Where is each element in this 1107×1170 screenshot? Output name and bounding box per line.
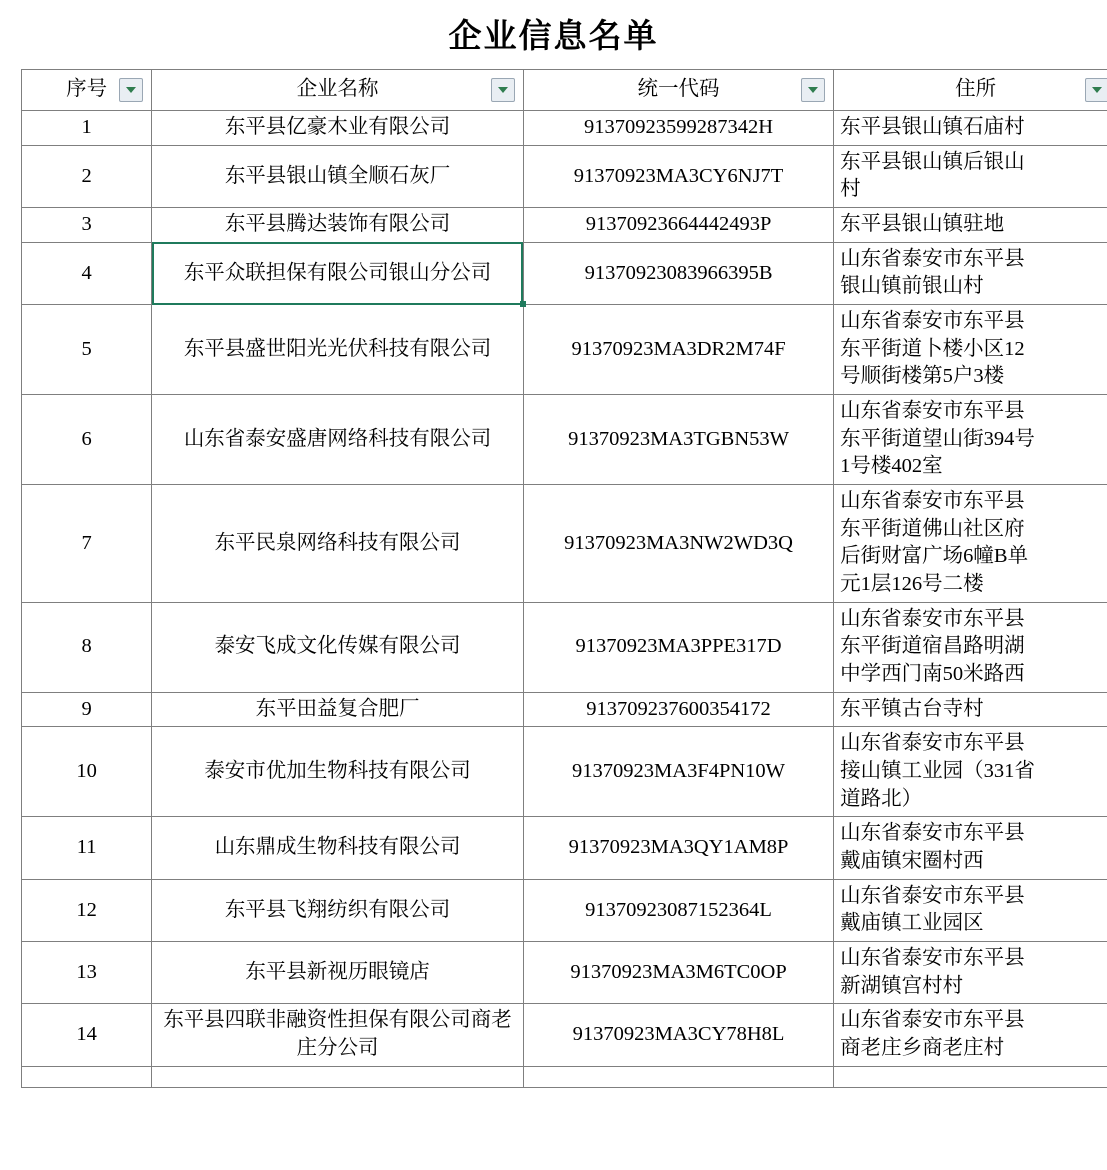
- cell-index[interactable]: 13: [22, 942, 152, 1004]
- address-line: 山东省泰安市东平县: [840, 607, 1025, 630]
- address-line: 戴庙镇工业园区: [840, 912, 984, 935]
- address-line: 山东省泰安市东平县: [840, 1009, 1025, 1032]
- cell-address[interactable]: [834, 692, 1107, 727]
- table-row[interactable]: [22, 692, 1107, 727]
- cell-address[interactable]: [834, 817, 1107, 879]
- address-line: 接山镇工业园（331省: [840, 760, 1035, 783]
- cell-address[interactable]: [834, 602, 1107, 692]
- cell-address[interactable]: [834, 242, 1107, 304]
- cell-address[interactable]: [834, 485, 1107, 603]
- address-line: 商老庄乡商老庄村: [840, 1037, 1005, 1060]
- cell-address[interactable]: [834, 1066, 1107, 1087]
- cell-company-name[interactable]: 山东鼎成生物科技有限公司: [152, 817, 524, 879]
- address-line: 东平街道卜楼小区12: [840, 337, 1025, 360]
- address-line: 后街财富广场6幢B单: [840, 545, 1029, 568]
- cell-unified-code[interactable]: 91370923MA3DR2M74F: [523, 305, 833, 395]
- filter-dropdown-icon-address[interactable]: [1085, 78, 1107, 102]
- cell-unified-code[interactable]: 91370923MA3CY6NJ7T: [523, 145, 833, 207]
- cell-index[interactable]: 4: [22, 242, 152, 304]
- cell-unified-code[interactable]: 91370923664442493P: [523, 208, 833, 243]
- table-row[interactable]: [22, 111, 1107, 146]
- table-row[interactable]: [22, 879, 1107, 941]
- table-row[interactable]: [22, 208, 1107, 243]
- cell-unified-code[interactable]: 91370923MA3NW2WD3Q: [523, 485, 833, 603]
- address-line: 银山镇前银山村: [840, 275, 984, 298]
- cell-unified-code[interactable]: 91370923599287342H: [523, 111, 833, 146]
- address-line: 1号楼402室: [840, 455, 943, 478]
- cell-company-name[interactable]: 泰安市优加生物科技有限公司: [152, 727, 524, 817]
- cell-company-name[interactable]: 东平县新视历眼镜店: [152, 942, 524, 1004]
- table-row-partial[interactable]: [22, 1066, 1107, 1087]
- cell-index[interactable]: 9: [22, 692, 152, 727]
- cell-index[interactable]: 14: [22, 1004, 152, 1066]
- cell-index[interactable]: 10: [22, 727, 152, 817]
- address-line: 山东省泰安市东平县: [840, 247, 1025, 270]
- table-row[interactable]: [22, 602, 1107, 692]
- address-line: 元1层126号二楼: [840, 573, 984, 596]
- table-row[interactable]: [22, 942, 1107, 1004]
- address-line: 东平街道望山街394号: [840, 427, 1035, 450]
- filter-dropdown-icon-company-name[interactable]: [491, 78, 515, 102]
- cell-address[interactable]: [834, 395, 1107, 485]
- cell-company-name-selected[interactable]: 东平众联担保有限公司银山分公司: [152, 242, 524, 304]
- address-line: 东平街道宿昌路明湖: [840, 635, 1025, 658]
- column-header-label: 住所: [955, 78, 997, 101]
- cell-unified-code[interactable]: 91370923MA3M6TC0OP: [523, 942, 833, 1004]
- cell-unified-code[interactable]: 91370923MA3QY1AM8P: [523, 817, 833, 879]
- table-row[interactable]: [22, 395, 1107, 485]
- cell-address[interactable]: [834, 727, 1107, 817]
- table-row[interactable]: [22, 305, 1107, 395]
- address-line: 山东省泰安市东平县: [840, 884, 1025, 907]
- cell-index[interactable]: 8: [22, 602, 152, 692]
- filter-dropdown-icon-unified-code[interactable]: [801, 78, 825, 102]
- cell-unified-code[interactable]: 91370923087152364L: [523, 879, 833, 941]
- column-header-company-name: [152, 70, 524, 111]
- table-row[interactable]: [22, 485, 1107, 603]
- chevron-down-icon: [498, 87, 508, 93]
- cell-index[interactable]: 2: [22, 145, 152, 207]
- cell-company-name[interactable]: [152, 1066, 524, 1087]
- header-row: [22, 70, 1107, 111]
- cell-index[interactable]: 1: [22, 111, 152, 146]
- address-line: 新湖镇宫村村: [840, 974, 964, 997]
- address-line: 中学西门南50米路西: [840, 663, 1025, 686]
- cell-company-name[interactable]: 东平民泉网络科技有限公司: [152, 485, 524, 603]
- cell-unified-code[interactable]: 91370923MA3PPE317D: [523, 602, 833, 692]
- cell-unified-code[interactable]: 91370923MA3CY78H8L: [523, 1004, 833, 1066]
- cell-address[interactable]: [834, 305, 1107, 395]
- cell-unified-code[interactable]: 91370923083966395B: [523, 242, 833, 304]
- cell-address[interactable]: [834, 879, 1107, 941]
- cell-address[interactable]: [834, 111, 1107, 146]
- cell-company-name[interactable]: 山东省泰安盛唐网络科技有限公司: [152, 395, 524, 485]
- enterprise-table: [21, 69, 1107, 1088]
- cell-company-name[interactable]: 东平县盛世阳光光伏科技有限公司: [152, 305, 524, 395]
- selection-handle[interactable]: [520, 301, 526, 307]
- cell-index[interactable]: 12: [22, 879, 152, 941]
- address-line: 山东省泰安市东平县: [840, 947, 1025, 970]
- cell-index[interactable]: 5: [22, 305, 152, 395]
- cell-index[interactable]: [22, 1066, 152, 1087]
- cell-company-name[interactable]: 东平县飞翔纺织有限公司: [152, 879, 524, 941]
- column-header-label: 企业名称: [296, 78, 379, 101]
- column-header-label: 序号: [66, 78, 108, 101]
- cell-unified-code[interactable]: 91370923MA3TGBN53W: [523, 395, 833, 485]
- chevron-down-icon: [808, 87, 818, 93]
- cell-company-name[interactable]: 东平县银山镇全顺石灰厂: [152, 145, 524, 207]
- address-line: 山东省泰安市东平县: [840, 732, 1025, 755]
- cell-address[interactable]: [834, 1004, 1107, 1066]
- table-row[interactable]: [22, 242, 1107, 304]
- table-header: [22, 70, 1107, 111]
- cell-unified-code[interactable]: 91370923MA3F4PN10W: [523, 727, 833, 817]
- address-line: 村: [840, 178, 861, 201]
- cell-index[interactable]: 6: [22, 395, 152, 485]
- address-line: 东平县银山镇驻地: [840, 213, 1005, 236]
- chevron-down-icon: [126, 87, 136, 93]
- table-row[interactable]: [22, 1004, 1107, 1066]
- cell-index[interactable]: 3: [22, 208, 152, 243]
- table-row[interactable]: [22, 727, 1107, 817]
- address-line: 东平街道佛山社区府: [840, 517, 1025, 540]
- address-line: 戴庙镇宋圈村西: [840, 850, 984, 873]
- address-line: 山东省泰安市东平县: [840, 310, 1025, 333]
- address-line: 山东省泰安市东平县: [840, 400, 1025, 423]
- cell-index[interactable]: 7: [22, 485, 152, 603]
- cell-company-name[interactable]: 东平县腾达装饰有限公司: [152, 208, 524, 243]
- address-line: 号顺街楼第5户3楼: [840, 365, 1005, 388]
- table-row[interactable]: [22, 145, 1107, 207]
- cell-address[interactable]: [834, 208, 1107, 243]
- cell-company-name[interactable]: 东平田益复合肥厂: [152, 692, 524, 727]
- column-header-unified-code: [523, 70, 833, 111]
- address-line: 山东省泰安市东平县: [840, 490, 1025, 513]
- cell-unified-code[interactable]: 913709237600354172: [523, 692, 833, 727]
- address-line: 山东省泰安市东平县: [840, 822, 1025, 845]
- chevron-down-icon: [1092, 87, 1102, 93]
- cell-unified-code[interactable]: [523, 1066, 833, 1087]
- filter-dropdown-icon-index[interactable]: [119, 78, 143, 102]
- page-title: 企业信息名单: [448, 19, 659, 55]
- address-line: 东平镇古台寺村: [840, 697, 984, 720]
- column-header-label: 统一代码: [637, 78, 720, 101]
- column-header-address: [834, 70, 1107, 111]
- cell-company-name[interactable]: 东平县亿豪木业有限公司: [152, 111, 524, 146]
- address-line: 道路北）: [840, 787, 923, 810]
- cell-address[interactable]: [834, 942, 1107, 1004]
- address-line: 东平县银山镇石庙村: [840, 116, 1025, 138]
- cell-index[interactable]: 11: [22, 817, 152, 879]
- column-header-index: [22, 70, 152, 111]
- address-line: 东平县银山镇后银山: [840, 150, 1025, 173]
- cell-company-name[interactable]: 泰安飞成文化传媒有限公司: [152, 602, 524, 692]
- table-row[interactable]: [22, 817, 1107, 879]
- table-body: [22, 111, 1107, 1088]
- cell-company-name[interactable]: 东平县四联非融资性担保有限公司商老庄分公司: [152, 1004, 524, 1066]
- cell-address[interactable]: [834, 145, 1107, 207]
